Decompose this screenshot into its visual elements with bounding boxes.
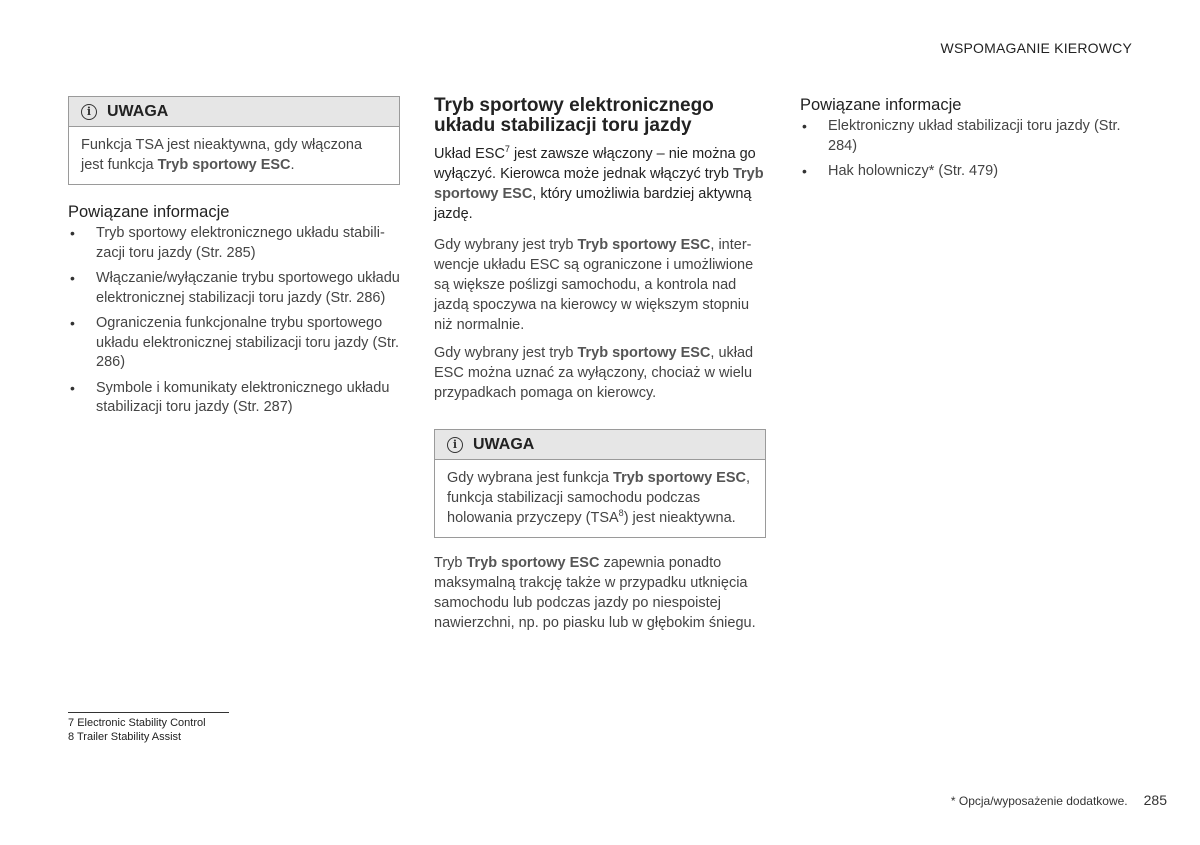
note-box (68, 96, 400, 185)
footer-note: * Opcja/wyposażenie dodatkowe. (950, 794, 1128, 808)
paragraph: Gdy wybrany jest tryb Tryb sportowy ESC, układ ESC można uznać za wyłączony, chociaż w wielu przypadkach pomaga on kierowcy. (434, 345, 754, 401)
column-left (68, 96, 400, 424)
related-heading: Powiązane informacje (68, 203, 230, 221)
footnote: 7 Electronic Stability Control (68, 717, 206, 729)
footnote-divider (68, 712, 229, 713)
page-number: 285 (1143, 792, 1167, 808)
related-info (800, 96, 1132, 182)
note-title: UWAGA (107, 102, 169, 120)
section-title: WSPOMAGANIE KIEROWCY (940, 40, 1132, 56)
info-circle-icon: i (447, 437, 463, 453)
highlight-term: Tryb sportowy ESC (613, 470, 746, 486)
note-box (434, 429, 766, 538)
note-header (435, 430, 765, 460)
paragraph: Układ ESC$^7$ jest zawsze włączony – nie można go wyłączyć. Kierowca może jednak włączyć tryb Tryb sportowy ESC, który umożliwia bardziej aktywną jazdę. (434, 144, 764, 222)
related-info (68, 203, 400, 418)
related-link[interactable]: • Tryb sportowy elektronicznego układu stabilizacji toru jazdy (Str. 285) (68, 224, 400, 263)
paragraph: Tryb Tryb sportowy ESC zapewnia ponadto maksymalną trakcję także w przypadku utknięcia samochodu lub podczas jazdy po niespoistej nawierzchni, np. po piasku lub w głębokim śniegu. (434, 555, 756, 631)
footnote: 8 Trailer Stability Assist (68, 731, 182, 743)
related-link[interactable]: • Ograniczenia funkcjonalne trybu sportowego układu elektronicznej stabilizacji toru jazdy (Str. 286) (68, 314, 400, 373)
related-link[interactable]: • Hak holowniczy* (Str. 479) (800, 162, 1132, 182)
related-link[interactable]: • Włączanie/wyłączanie trybu sportowego układu elektronicznej stabilizacji toru jazdy (Str. 286) (68, 269, 400, 308)
paragraph: Gdy wybrany jest tryb Tryb sportowy ESC, interwencje układu ESC są ograniczone i umożliwione są większe poślizgi samochodu, a kontrola nad jazdą spoczywa na kierowcy w większym stopniu niż normalnie. (434, 237, 754, 333)
related-link[interactable]: • Symbole i komunikaty elektronicznego układu stabilizacji toru jazdy (Str. 287) (68, 379, 400, 418)
highlight-term: Tryb sportowy ESC (577, 237, 711, 253)
highlight-term: Tryb sportowy ESC (157, 157, 291, 173)
note-text: Funkcja TSA jest nieaktywna, gdy włączona jest funkcja Tryb sportowy ESC. (81, 137, 363, 173)
info-circle-icon: i (81, 104, 97, 120)
note-title: UWAGA (473, 435, 535, 453)
column-middle (434, 96, 766, 633)
highlight-term: Tryb sportowy ESC (434, 166, 764, 202)
note-text: Gdy wybrana jest funkcja Tryb sportowy ESC, funkcja stabilizacji samochodu podczas holowania przyczepy (TSA$^8$) jest nieaktywna. (447, 470, 751, 526)
column-right (800, 96, 1132, 188)
related-heading: Powiązane informacje (800, 96, 962, 114)
section-heading: Tryb sportowy elektronicznego układu stabilizacji toru jazdy (434, 95, 714, 136)
page-footer (951, 792, 1167, 808)
highlight-term: Tryb sportowy ESC (466, 555, 600, 571)
related-link[interactable]: • Elektroniczny układ stabilizacji toru jazdy (Str. 284) (800, 117, 1132, 156)
highlight-term: Tryb sportowy ESC (577, 345, 711, 361)
note-header (69, 97, 399, 127)
